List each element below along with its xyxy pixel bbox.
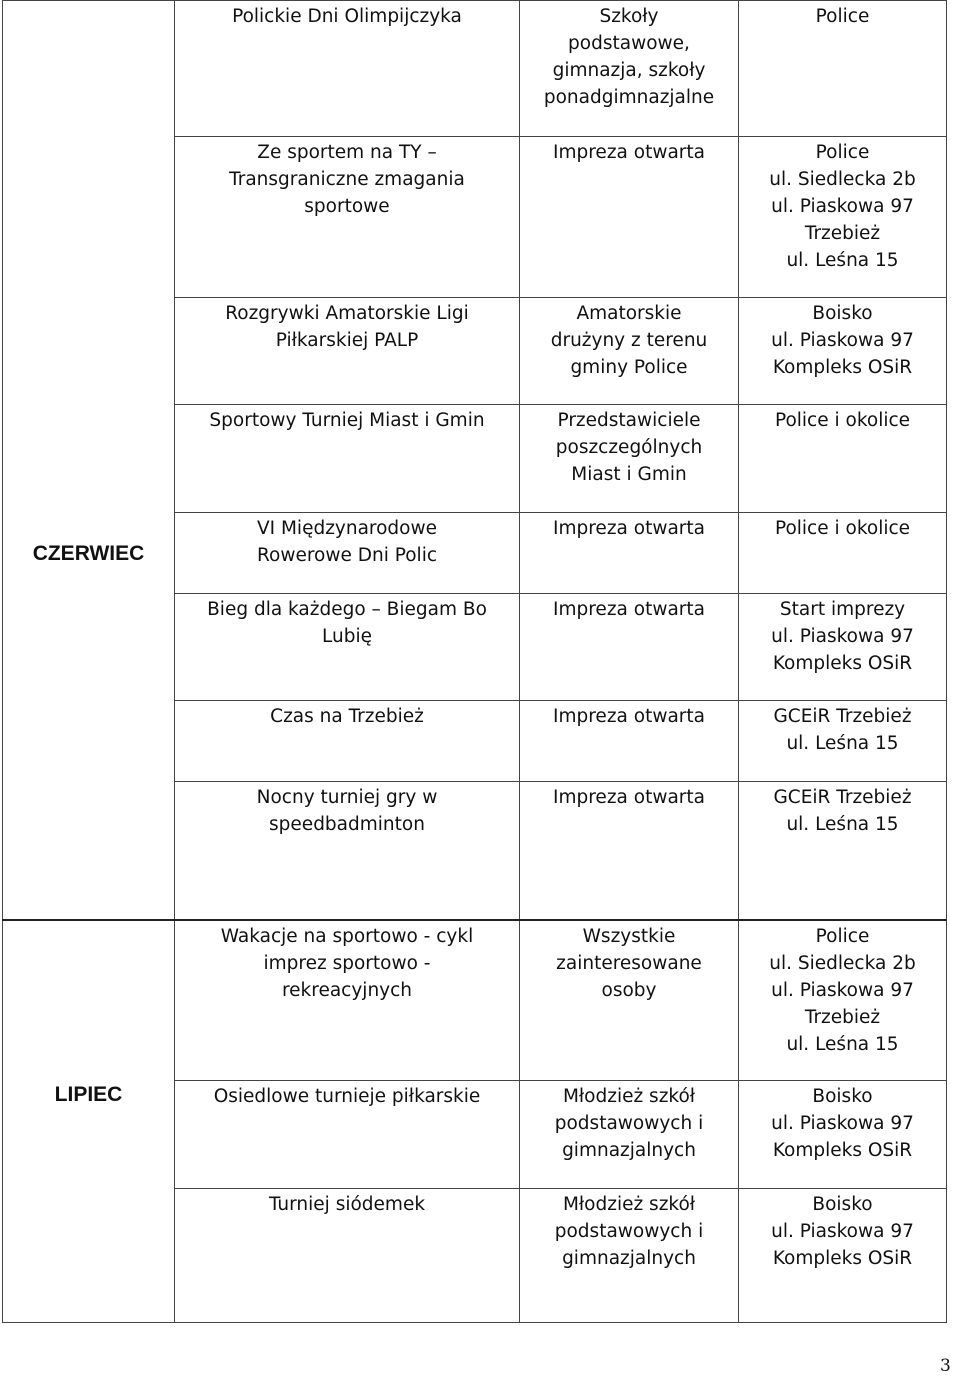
table-row (3, 920, 947, 1081)
event-participants: Impreza otwarta (520, 513, 739, 594)
event-participants: Szkoły podstawowe, gimnazja, szkoły ponadgimnazjalne (520, 1, 739, 137)
month-cell-blank (3, 701, 175, 782)
event-name: Osiedlowe turnieje piłkarskie (175, 1081, 520, 1189)
event-participants: Impreza otwarta (520, 137, 739, 298)
table-row (3, 1081, 947, 1189)
event-place: GCEiR Trzebież ul. Leśna 15 (739, 782, 947, 920)
events-table (2, 0, 947, 1323)
table-row (3, 701, 947, 782)
table-row (3, 298, 947, 405)
table-row (3, 782, 947, 920)
event-place: Police ul. Siedlecka 2b ul. Piaskowa 97 Trzebież ul. Leśna 15 (739, 137, 947, 298)
table-row (3, 1, 947, 137)
month-cell-blank (3, 920, 175, 1081)
event-name: Czas na Trzebież (175, 701, 520, 782)
table-row (3, 1189, 947, 1323)
month-cell-blank (3, 405, 175, 513)
event-name: Sportowy Turniej Miast i Gmin (175, 405, 520, 513)
month-cell-blank (3, 594, 175, 701)
table-row (3, 405, 947, 513)
event-participants: Amatorskie drużyny z terenu gminy Police (520, 298, 739, 405)
event-place: Boisko ul. Piaskowa 97 Kompleks OSiR (739, 298, 947, 405)
event-participants: Młodzież szkół podstawowych i gimnazjalnych (520, 1081, 739, 1189)
month-cell-blank (3, 1, 175, 137)
month-label-june: CZERWIEC (3, 513, 175, 594)
month-cell-blank (3, 298, 175, 405)
event-participants: Impreza otwarta (520, 701, 739, 782)
month-cell-blank (3, 137, 175, 298)
event-place: Police (739, 1, 947, 137)
event-place: Boisko ul. Piaskowa 97 Kompleks OSiR (739, 1189, 947, 1323)
event-place: Police i okolice (739, 513, 947, 594)
event-place: Start imprezy ul. Piaskowa 97 Kompleks OSiR (739, 594, 947, 701)
event-participants: Młodzież szkół podstawowych i gimnazjalnych (520, 1189, 739, 1323)
table-row (3, 594, 947, 701)
event-place: Police i okolice (739, 405, 947, 513)
event-name: Wakacje na sportowo - cykl imprez sportowo - rekreacyjnych (175, 920, 520, 1081)
event-participants: Wszystkie zainteresowane osoby (520, 920, 739, 1081)
month-label-july: LIPIEC (3, 1081, 175, 1189)
event-name: Bieg dla każdego – Biegam Bo Lubię (175, 594, 520, 701)
event-name: Ze sportem na TY – Transgraniczne zmagania sportowe (175, 137, 520, 298)
event-name: VI Międzynarodowe Rowerowe Dni Polic (175, 513, 520, 594)
table-row (3, 513, 947, 594)
event-name: Polickie Dni Olimpijczyka (175, 1, 520, 137)
event-name: Nocny turniej gry w speedbadminton (175, 782, 520, 920)
event-place: GCEiR Trzebież ul. Leśna 15 (739, 701, 947, 782)
event-participants: Impreza otwarta (520, 594, 739, 701)
event-place: Boisko ul. Piaskowa 97 Kompleks OSiR (739, 1081, 947, 1189)
event-name: Rozgrywki Amatorskie Ligi Piłkarskiej PALP (175, 298, 520, 405)
table-row (3, 137, 947, 298)
event-place: Police ul. Siedlecka 2b ul. Piaskowa 97 Trzebież ul. Leśna 15 (739, 920, 947, 1081)
month-cell-blank (3, 1189, 175, 1323)
event-participants: Impreza otwarta (520, 782, 739, 920)
event-participants: Przedstawiciele poszczególnych Miast i Gmin (520, 405, 739, 513)
page-number: 3 (940, 1356, 951, 1376)
event-name: Turniej siódemek (175, 1189, 520, 1323)
month-cell-blank (3, 782, 175, 920)
